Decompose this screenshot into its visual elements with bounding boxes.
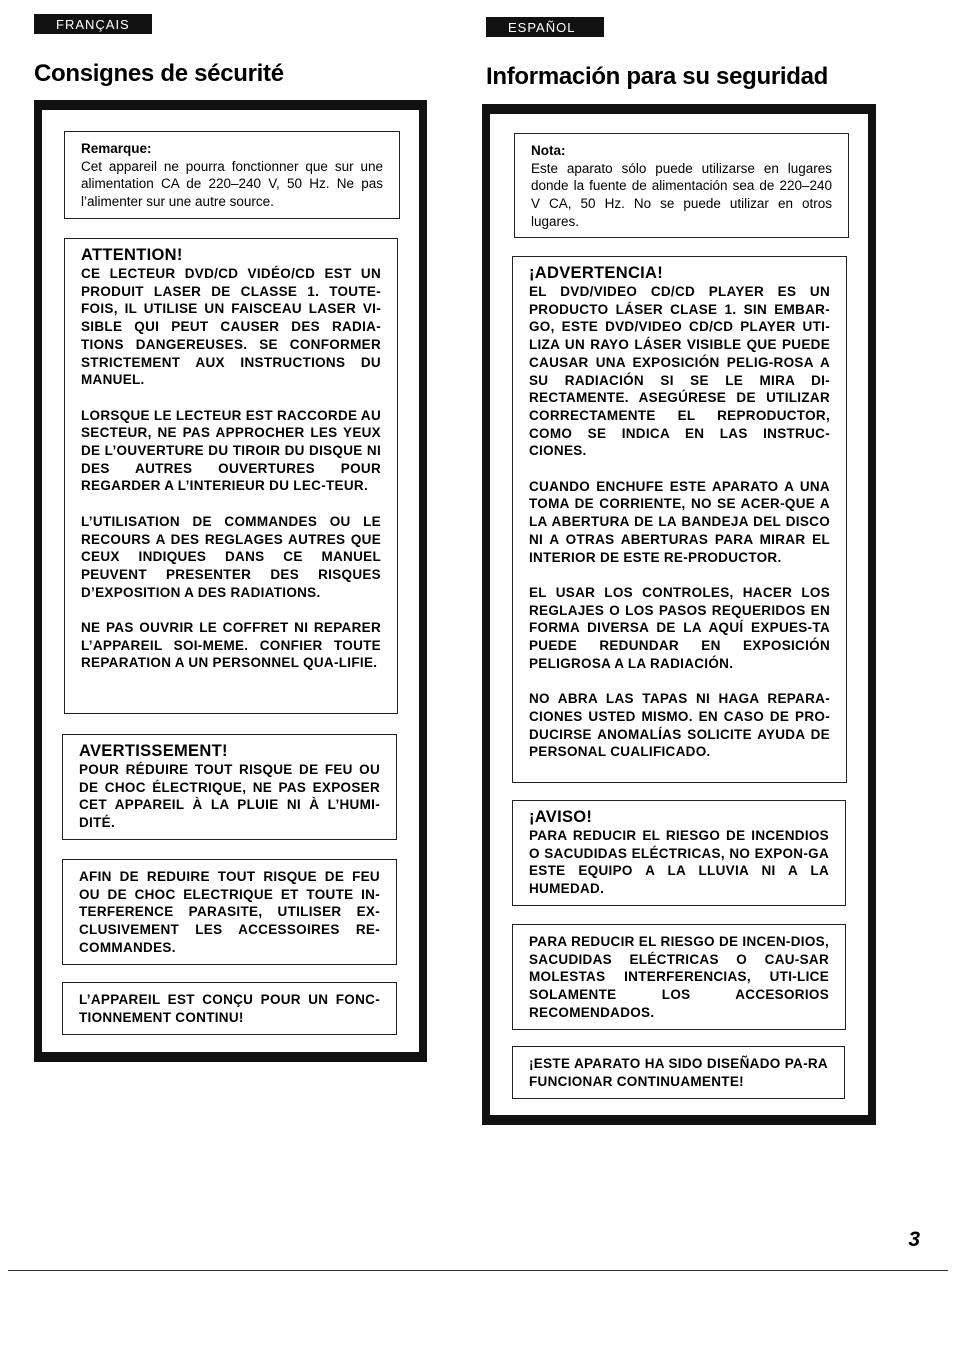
advertencia-paragraph: EL DVD/VIDEO CD/CD PLAYER ES UN PRODUCTO LÁSER CLASE 1. SIN EMBAR-GO, ESTE DVD/VIDEO CD/CD PLAYER UTI-LIZA UN RAYO LÁSER VISIBLE QUE PUEDE CAUSAR UNA EXPOSICIÓN PELIG-ROSA A SU RADIACIÓN SI SE LE MIRA DI-RECTAMENTE. ASEGÚRESE DE UTILIZAR CORRECTAMENTE EL REPRODUCTOR, COMO SE INDICA EN LAS INSTRUC-CIONES.	[529, 284, 830, 459]
aviso-title: ¡AVISO!	[529, 808, 593, 826]
aviso-text: PARA REDUCIR EL RIESGO DE INCENDIOS O SACUDIDAS ELÉCTRICAS, NO EXPON-GA ESTE EQUIPO A LA LLUVIA NI A LA HUMEDAD.	[529, 828, 829, 897]
advertencia-paragraph: EL USAR LOS CONTROLES, HACER LOS REGLAJES O LOS PASOS REQUERIDOS EN FORMA DIVERSA DE LA AQUÍ EXPUES-TA PUEDE REDUNDAR EN EXPOSICIÓN PELIGROSA A LA RADIACIÓN.	[529, 584, 830, 671]
warning-box-french	[62, 734, 397, 840]
note-text: Este aparato sólo puede utilizarse en lugares donde la fuente de alimentación sea de 220–240 V CA, 50 Hz. No se puede utilizar en otros lugares.	[531, 160, 832, 229]
attention-box	[64, 238, 398, 714]
page-number: 3	[908, 1228, 920, 1251]
advertencia-box	[512, 256, 847, 783]
advertencia-title: ¡ADVERTENCIA!	[529, 264, 664, 282]
advertencia-paragraph: NO ABRA LAS TAPAS NI HAGA REPARA-CIONES USTED MISMO. EN CASO DE PRO-DUCIRSE ANOMALÍAS SOLICITE AYUDA DE PERSONAL CUALIFICADO.	[529, 691, 830, 760]
continuous-text-french: L’APPAREIL EST CONÇU POUR UN FONC-TIONNEMENT CONTINU!	[79, 992, 380, 1025]
note-box	[514, 133, 849, 238]
language-tag-spanish: ESPAÑOL	[486, 17, 604, 37]
aviso-box	[512, 800, 846, 906]
warning-text-french: POUR RÉDUIRE TOUT RISQUE DE FEU OU DE CHOC ÉLECTRIQUE, NE PAS EXPOSER CET APPAREIL À LA PLUIE NI À L’HUMI-DITÉ.	[79, 762, 380, 831]
remark-box	[64, 131, 400, 219]
remark-label: Remarque:	[81, 141, 152, 156]
accessories-text-spanish: PARA REDUCIR EL RIESGO DE INCEN-DIOS, SACUDIDAS ELÉCTRICAS O CAU-SAR MOLESTAS INTERFERENCIAS, UTI-LICE SOLAMENTE LOS ACCESORIOS RECOMENDADOS.	[529, 934, 829, 1020]
advertencia-paragraph: CUANDO ENCHUFE ESTE APARATO A UNA TOMA DE CORRIENTE, NO SE ACER-QUE A LA ABERTURA DE LA BANDEJA DEL DISCO NI A OTRAS ABERTURAS PARA MIRAR EL INTERIOR DE ESTE RE-PRODUCTOR.	[529, 478, 830, 565]
accessories-box-french	[62, 859, 397, 965]
attention-paragraph: LORSQUE LE LECTEUR EST RACCORDE AU SECTEUR, NE PAS APPROCHER LES YEUX DE L’OUVERTURE DU TIROIR DU DISQUE NI DES AUTRES OUVERTURES POUR REGARDER A L’INTERIEUR DU LEC-TEUR.	[81, 407, 381, 494]
attention-paragraph: NE PAS OUVRIR LE COFFRET NI REPARER L’APPAREIL SOI-MEME. CONFIER TOUTE REPARATION A UN PERSONNEL QUA-LIFIE.	[81, 620, 381, 671]
attention-paragraph: L’UTILISATION DE COMMANDES OU LE RECOURS A DES REGLAGES AUTRES QUE CEUX INDIQUES DANS CE MANUEL PEUVENT PRESENTER DES RISQUES D’EXPOSITION A DES RADIATIONS.	[81, 513, 381, 600]
attention-paragraph: CE LECTEUR DVD/CD VIDÉO/CD EST UN PRODUIT LASER DE CLASSE 1. TOUTE-FOIS, IL UTILISE UN FAISCEAU LASER VI-SIBLE QUI PEUT CAUSER DES RADIA-TIONS DANGEREUSES. SE CONFORMER STRICTEMENT AUX INSTRUCTIONS DU MANUEL.	[81, 266, 381, 388]
accessories-box-spanish	[512, 924, 846, 1030]
accessories-text-french: AFIN DE REDUIRE TOUT RISQUE DE FEU OU DE CHOC ELECTRIQUE ET TOUTE IN-TERFERENCE PARASITE, UTILISER EX-CLUSIVEMENT LES ACCESSOIRES RE-COMMANDES.	[79, 869, 380, 955]
attention-title: ATTENTION!	[81, 246, 183, 264]
continuous-box-french	[62, 982, 397, 1035]
continuous-text-spanish: ¡ESTE APARATO HA SIDO DISEÑADO PA-RA FUNCIONAR CONTINUAMENTE!	[529, 1056, 828, 1089]
page-title-french: Consignes de sécurité	[34, 60, 284, 87]
footer-rule	[8, 1270, 948, 1271]
page-title-spanish: Información para su seguridad	[486, 63, 829, 90]
note-label: Nota:	[531, 143, 566, 158]
continuous-box-spanish	[512, 1046, 845, 1099]
remark-text: Cet appareil ne pourra fonctionner que sur une alimentation CA de 220–240 V, 50 Hz. Ne pas l’alimenter sur une autre source.	[81, 158, 383, 210]
warning-title-french: AVERTISSEMENT!	[79, 742, 228, 760]
language-tag-french: FRANÇAIS	[34, 14, 152, 34]
